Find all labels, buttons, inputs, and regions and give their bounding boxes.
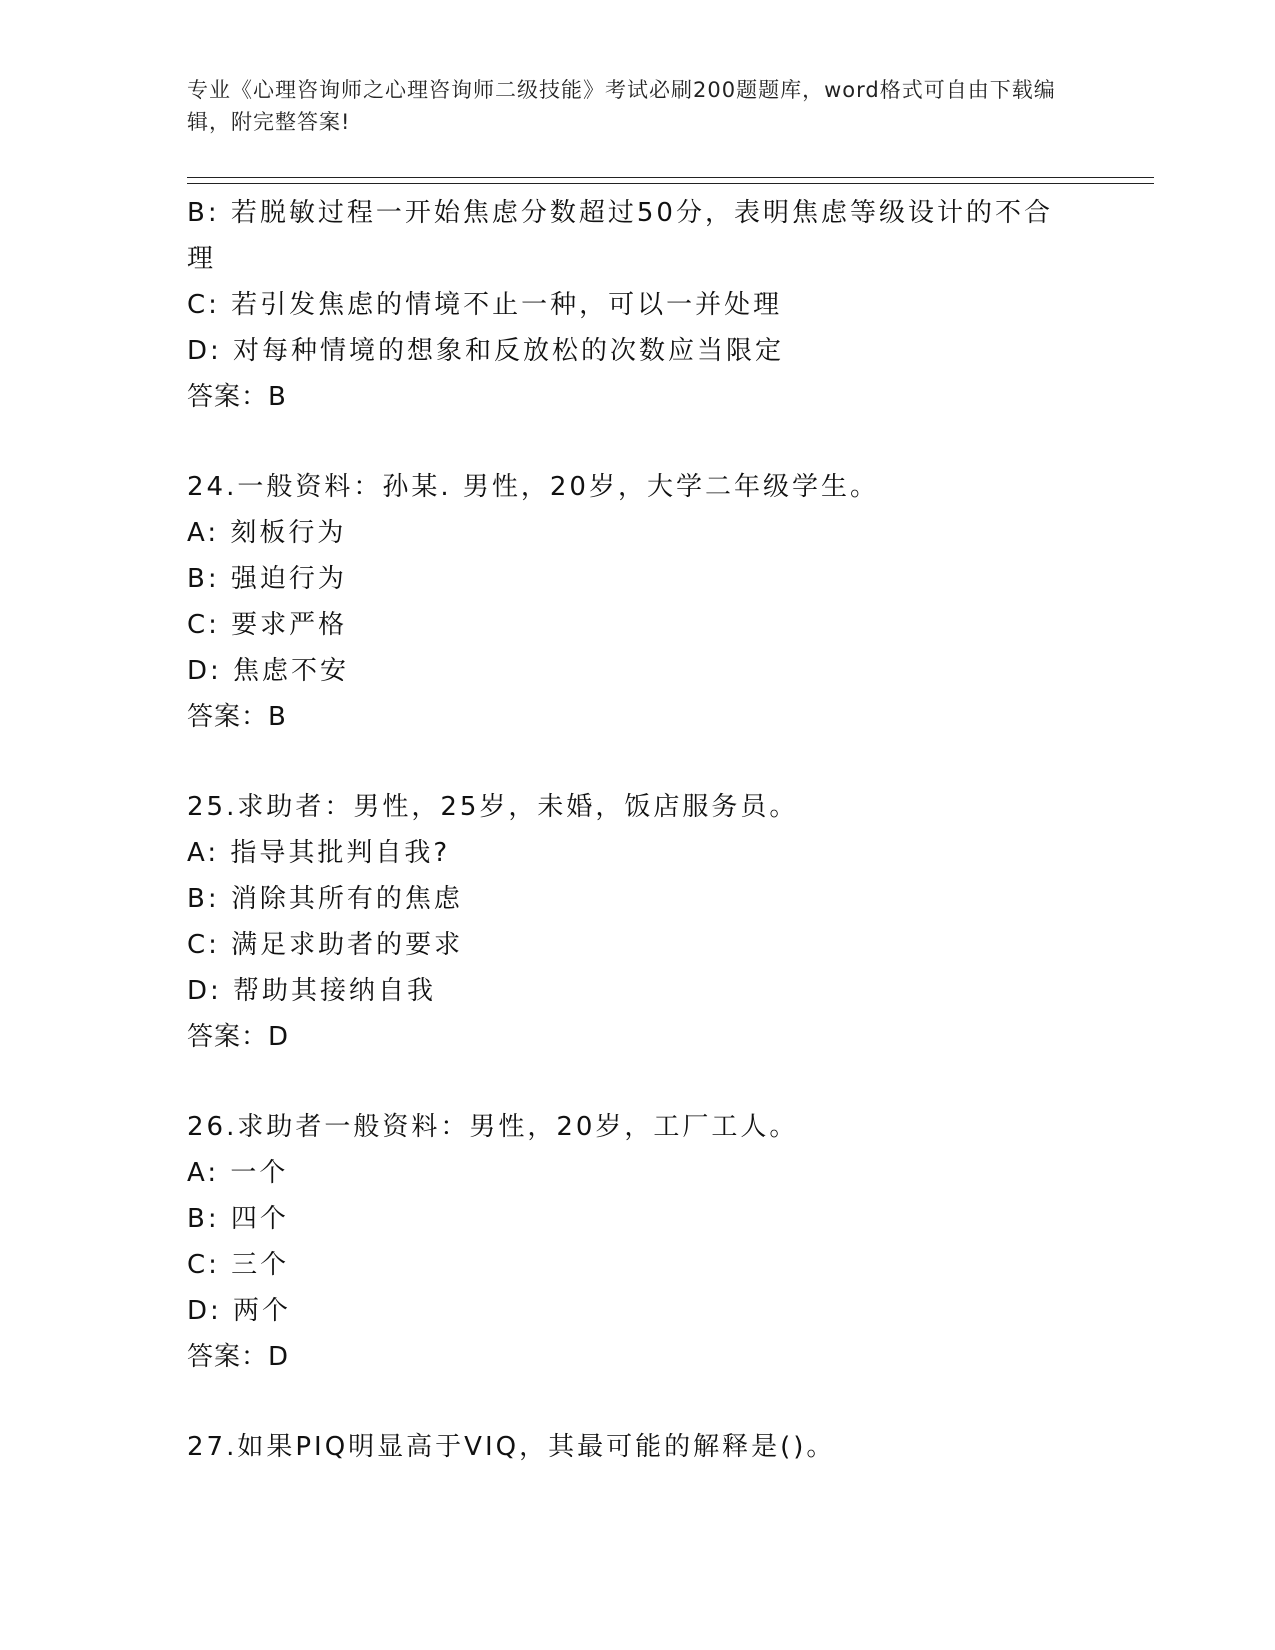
answer-line: 答案：D	[187, 1022, 290, 1052]
question-block	[187, 1424, 1087, 1470]
option-line: D: 两个	[187, 1296, 292, 1326]
option-line: B: 四个	[187, 1204, 289, 1234]
question-stem: 24.一般资料：孙某. 男性，20岁，大学二年级学生。	[187, 472, 879, 502]
question-list	[187, 190, 1087, 1470]
block-gap	[187, 420, 1087, 464]
header-divider-top	[187, 177, 1154, 178]
option-line: B: 强迫行为	[187, 564, 347, 594]
answer-line: 答案：B	[187, 702, 287, 732]
block-gap	[187, 1380, 1087, 1424]
option-line: C: 三个	[187, 1250, 290, 1280]
answer-line: 答案：B	[187, 382, 287, 412]
question-block	[187, 190, 1087, 420]
option-line: C: 要求严格	[187, 610, 348, 640]
option-line: B: 消除其所有的焦虑	[187, 884, 463, 914]
option-line: D: 帮助其接纳自我	[187, 976, 437, 1006]
option-line: A: 指导其批判自我?	[187, 838, 451, 868]
question-block	[187, 464, 1087, 740]
block-gap	[187, 1060, 1087, 1104]
answer-line: 答案：D	[187, 1342, 290, 1372]
option-line: D: 对每种情境的想象和反放松的次数应当限定	[187, 336, 785, 366]
question-stem: 26.求助者一般资料：男性，20岁，工厂工人。	[187, 1112, 799, 1142]
question-block	[187, 1104, 1087, 1380]
block-gap	[187, 740, 1087, 784]
option-line: C: 若引发焦虑的情境不止一种，可以一并处理	[187, 290, 783, 320]
page-header: 专业《心理咨询师之心理咨询师二级技能》考试必刷200题题库，word格式可自由下载编辑，附完整答案!	[187, 78, 1056, 134]
option-line: C: 满足求助者的要求	[187, 930, 464, 960]
option-line: 理	[187, 244, 217, 274]
option-line: A: 一个	[187, 1158, 289, 1188]
option-line: A: 刻板行为	[187, 518, 347, 548]
option-line: D: 焦虑不安	[187, 656, 350, 686]
question-stem: 27.如果PIQ明显高于VIQ，其最可能的解释是()。	[187, 1432, 836, 1462]
question-block	[187, 784, 1087, 1060]
option-line: B: 若脱敏过程一开始焦虑分数超过50分，表明焦虑等级设计的不合	[187, 198, 1053, 228]
question-stem: 25.求助者：男性，25岁，未婚，饭店服务员。	[187, 792, 799, 822]
header-divider-bottom	[187, 183, 1154, 184]
